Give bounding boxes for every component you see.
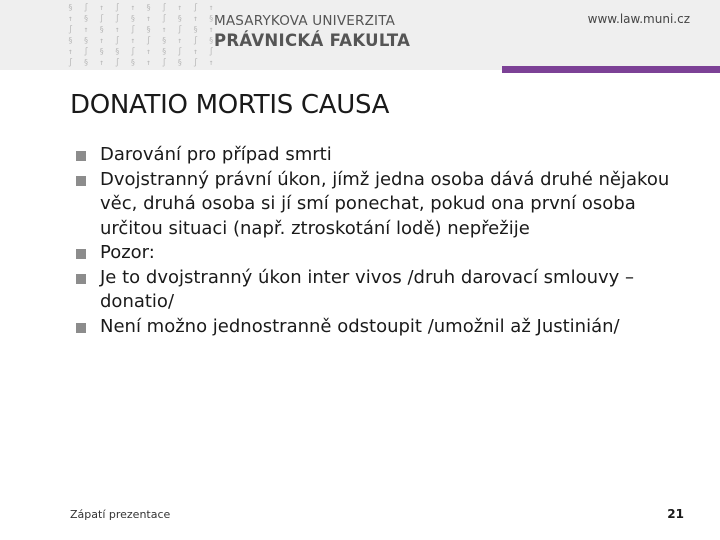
bullet-item	[74, 241, 694, 266]
bullet-square-icon	[76, 249, 86, 259]
page-number: 21	[667, 507, 684, 521]
bullet-list	[74, 143, 694, 339]
slide-title: DONATIO MORTIS CAUSA	[70, 90, 390, 120]
bullet-text: Darování pro případ smrti	[100, 144, 332, 165]
bullet-square-icon	[76, 151, 86, 161]
logo-pattern: § ∫ ↑ ∫ ↑ § ∫ ↑ ∫ ↑ ↑ § ∫ ∫ § ↑ ∫ § ↑ § ∫ ↑ § ↑ ∫ § ↑ ∫ § ↑ § § ↑ ∫ ↑ ∫ § ↑ ∫ § ↑ ∫ § § ∫ ↑ § ∫ ↑ ∫ ∫ § ↑ ∫ § ↑ ∫ § ∫ ↑	[68, 3, 217, 67]
accent-bar	[502, 66, 720, 73]
footer-text: Zápatí prezentace	[70, 508, 171, 521]
slide-header	[0, 0, 720, 70]
bullet-square-icon	[76, 176, 86, 186]
bullet-text: Je to dvojstranný úkon inter vivos /druh darovací smlouvy – donatio/	[100, 266, 635, 312]
university-name: MASARYKOVA UNIVERZITA	[214, 13, 396, 29]
bullet-square-icon	[76, 323, 86, 333]
bullet-square-icon	[76, 274, 86, 284]
bullet-text: Není možno jednostranně odstoupit /umožnil až Justinián/	[100, 315, 620, 337]
bullet-item	[74, 266, 694, 315]
bullet-item	[74, 143, 694, 168]
bullet-item	[74, 315, 694, 340]
website-url: www.law.muni.cz	[587, 12, 690, 26]
faculty-name: PRÁVNICKÁ FAKULTA	[214, 31, 411, 50]
bullet-text: Pozor:	[100, 242, 155, 263]
bullet-text: Dvojstranný právní úkon, jímž jedna osoba dává druhé nějakou věc, druhá osoba si jí smí ponechat, pokud ona první osoba určitou situaci (např. ztroskotání lodě) nepřežije	[100, 168, 670, 239]
bullet-item	[74, 168, 694, 242]
